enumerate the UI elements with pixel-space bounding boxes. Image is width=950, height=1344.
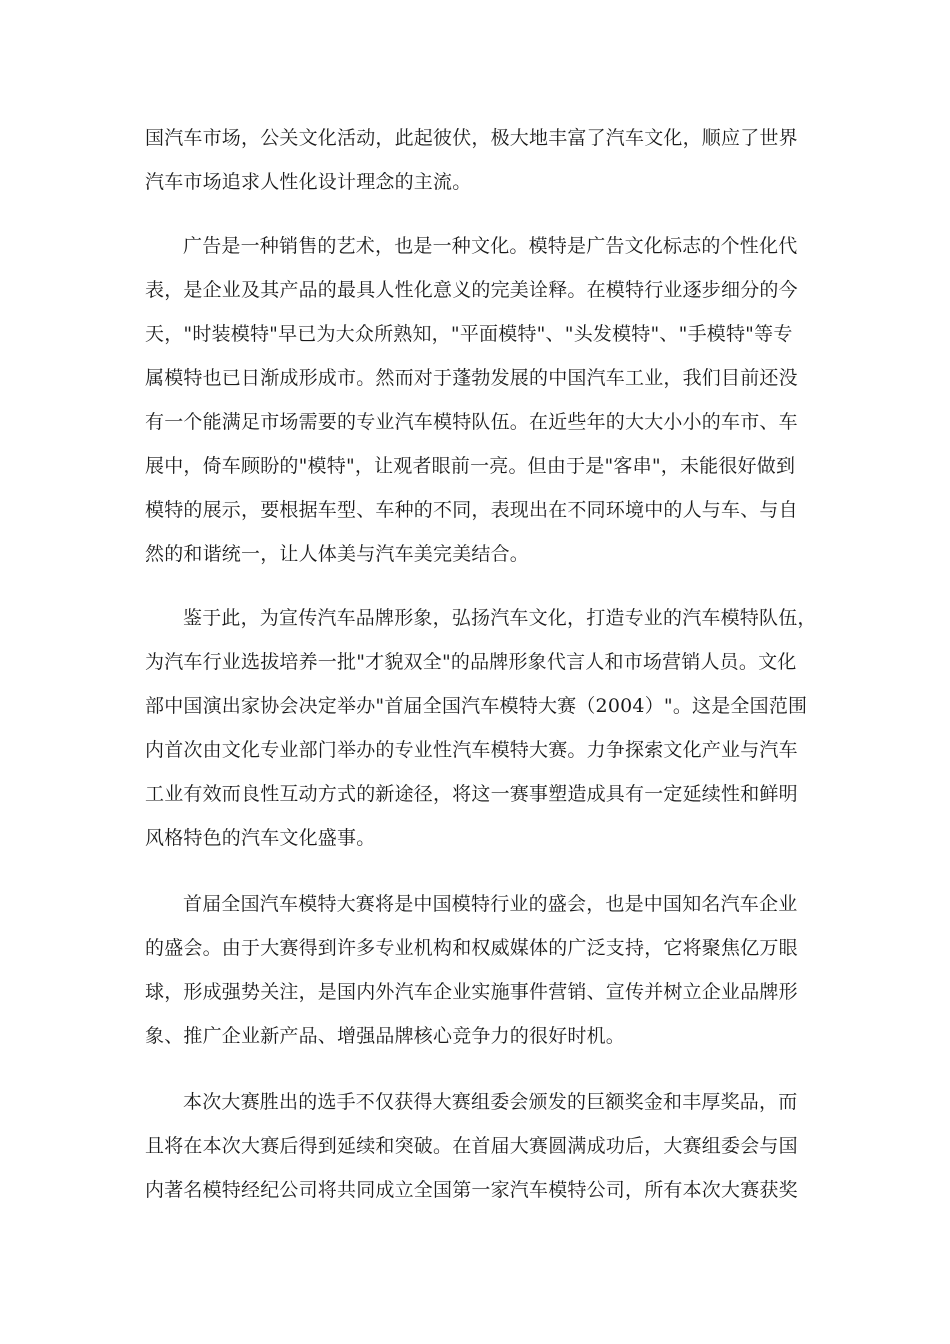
paragraph-3-line-6: 风格特色的汽车文化盛事。	[145, 827, 376, 849]
paragraph-4-line-4: 象、推广企业新产品、增强品牌核心竞争力的很好时机。	[145, 1025, 626, 1047]
paragraph-4-line-1: 首届全国汽车模特大赛将是中国模特行业的盛会，也是中国知名汽车企业	[183, 893, 798, 915]
paragraph-1-line-2: 汽车市场追求人性化设计理念的主流。	[145, 171, 472, 193]
paragraph-5-line-3: 内著名模特经纪公司将共同成立全国第一家汽车模特公司，所有本次大赛获奖	[145, 1179, 798, 1201]
paragraph-2-line-1: 广告是一种销售的艺术，也是一种文化。模特是广告文化标志的个性化代	[183, 235, 798, 257]
paragraph-2-line-8: 然的和谐统一，让人体美与汽车美完美结合。	[145, 543, 530, 565]
paragraph-2-line-5: 有一个能满足市场需要的专业汽车模特队伍。在近些年的大大小小的车市、车	[145, 411, 798, 433]
paragraph-3-line-4: 内首次由文化专业部门举办的专业性汽车模特大赛。力争探索文化产业与汽车	[145, 739, 798, 761]
paragraph-3-line-2: 为汽车行业选拔培养一批"才貌双全"的品牌形象代言人和市场营销人员。文化	[145, 651, 797, 673]
paragraph-2-line-2: 表，是企业及其产品的最具人性化意义的完美诠释。在模特行业逐步细分的今	[145, 279, 798, 301]
paragraph-1-line-1: 国汽车市场，公关文化活动，此起彼伏，极大地丰富了汽车文化，顺应了世界	[145, 127, 798, 149]
paragraph-2-line-3: 天，"时装模特"早已为大众所熟知，"平面模特"、"头发模特"、"手模特"等专	[145, 323, 793, 345]
paragraph-3-line-3: 部中国演出家协会决定举办"首届全国汽车模特大赛（2004）"。这是全国范围	[145, 695, 808, 717]
paragraph-5-line-2: 且将在本次大赛后得到延续和突破。在首届大赛圆满成功后，大赛组委会与国	[145, 1135, 798, 1157]
paragraph-3-line-5: 工业有效而良性互动方式的新途径，将这一赛事塑造成具有一定延续性和鲜明	[145, 783, 798, 805]
paragraph-5-line-1: 本次大赛胜出的选手不仅获得大赛组委会颁发的巨额奖金和丰厚奖品，而	[183, 1091, 798, 1113]
paragraph-3-line-1: 鉴于此，为宣传汽车品牌形象，弘扬汽车文化，打造专业的汽车模特队伍，	[183, 607, 817, 629]
paragraph-2-line-7: 模特的展示，要根据车型、车种的不同，表现出在不同环境中的人与车、与自	[145, 499, 798, 521]
paragraph-2-line-6: 展中，倚车顾盼的"模特"，让观者眼前一亮。但由于是"客串"，未能很好做到	[145, 455, 796, 477]
paragraph-2-line-4: 属模特也已日渐成形成市。然而对于蓬勃发展的中国汽车工业，我们目前还没	[145, 367, 798, 389]
paragraph-4-line-2: 的盛会。由于大赛得到许多专业机构和权威媒体的广泛支持，它将聚焦亿万眼	[145, 937, 798, 959]
paragraph-4-line-3: 球，形成强势关注，是国内外汽车企业实施事件营销、宣传并树立企业品牌形	[145, 981, 798, 1003]
